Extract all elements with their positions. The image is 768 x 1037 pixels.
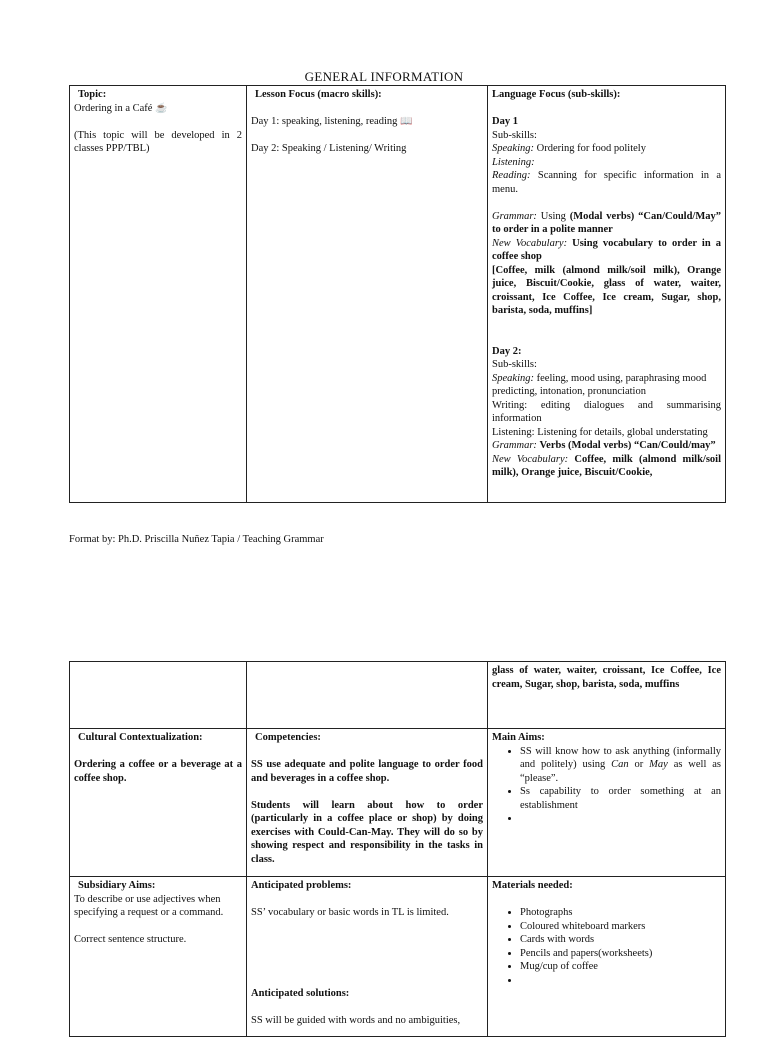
topic-cell xyxy=(70,86,247,503)
cultural-cell xyxy=(70,729,247,877)
list-item: • Photographs xyxy=(520,906,721,920)
main-aims-header: Main Aims: xyxy=(492,732,545,743)
aims-table xyxy=(69,661,726,1037)
page-title: GENERAL INFORMATION xyxy=(304,69,464,84)
format-credit: Format by: Ph.D. Priscilla Nuñez Tapia / Teaching Grammar xyxy=(69,534,324,545)
competencies-header: Competencies: xyxy=(255,732,321,743)
main-aims-list xyxy=(492,745,721,826)
problems-cell xyxy=(247,877,488,1037)
problems-header: Anticipated problems: xyxy=(251,880,352,891)
day1-grammar-text: (Modal verbs) “Can/Could/May” to order in a polite manner xyxy=(492,210,722,235)
list-item: • Mug/cup of coffee xyxy=(520,960,721,974)
book-icon: 📖 xyxy=(400,116,413,127)
general-info-table xyxy=(69,85,726,503)
day2-label: Day 2: xyxy=(492,345,522,357)
subsidiary-p1: To describe or use adjectives when specifying a request or a command. xyxy=(74,893,224,918)
list-item: • Pencils and papers(worksheets) xyxy=(520,947,721,961)
day1-speaking-label: Speaking: xyxy=(492,143,534,154)
coffee-cup-icon: ☕ xyxy=(155,102,168,114)
list-item: • SS will know how to ask anything (informally and politely) using Can or May as well as “please”. xyxy=(520,745,721,786)
day1-label: Day 1 xyxy=(492,116,518,127)
cultural-header: Cultural Contextualization: xyxy=(78,732,203,743)
lesson-focus-day1: Day 1: speaking, listening, reading xyxy=(251,116,398,127)
day2-writing: Writing: editing dialogues and summarising information xyxy=(492,399,721,424)
day1-vocab-list: [Coffee, milk (almond milk/soil milk), Orange juice, Biscuit/Cookie, glass of water, waiter, croissant, Ice Coffee, Ice cream, Sugar, shop, barista, soda, muffins] xyxy=(492,264,721,316)
day2-listening: Listening: Listening for details, global understating xyxy=(492,426,708,438)
day1-grammar-label: Grammar: xyxy=(492,210,537,222)
day2-vocab-text: Coffee, milk (almond milk/soil milk), Orange juice, Biscuit/Cookie, xyxy=(492,453,722,478)
language-focus-header: Language Focus (sub-skills): xyxy=(492,89,621,100)
day2-subskills: Sub-skills: xyxy=(492,359,537,370)
day1-vocab-label: New Vocabulary: xyxy=(492,237,568,249)
list-item-empty xyxy=(520,974,721,988)
language-focus-cell xyxy=(488,86,726,503)
materials-cell xyxy=(488,877,726,1037)
day1-vocab-text: Using vocabulary to order in a coffee shop xyxy=(492,237,721,262)
competencies-cell xyxy=(247,729,488,877)
day2-grammar-label: Grammar: xyxy=(492,440,537,451)
cultural-text: Ordering a coffee or a beverage at a coffee shop. xyxy=(74,759,242,784)
lesson-focus-cell xyxy=(247,86,488,503)
day2-speaking-label: Speaking: xyxy=(492,372,534,384)
day2-grammar-text: Verbs (Modal verbs) “Can/Could/may” xyxy=(539,440,716,451)
vocab-continued-cell xyxy=(488,662,726,729)
topic-text: Ordering in a Café xyxy=(74,102,153,114)
day1-listening-label: Listening: xyxy=(492,156,535,168)
empty-cell-2 xyxy=(247,662,488,729)
subsidiary-cell xyxy=(70,877,247,1037)
problems-text: SS’ vocabulary or basic words in TL is limited. xyxy=(251,907,449,918)
day1-reading-text: Scanning for specific information in a menu. xyxy=(492,170,721,195)
subsidiary-header: Subsidiary Aims: xyxy=(78,880,156,891)
main-aims-cell xyxy=(488,729,726,877)
materials-list xyxy=(492,906,721,987)
list-item-empty xyxy=(520,812,721,826)
topic-header: Topic: xyxy=(78,89,107,100)
competencies-p1: SS use adequate and polite language to order food and beverages in a coffee shop. xyxy=(251,759,483,784)
materials-header: Materials needed: xyxy=(492,880,573,891)
solutions-text: SS will be guided with words and no ambiguities, xyxy=(251,1015,461,1026)
solutions-header: Anticipated solutions: xyxy=(251,988,350,999)
list-item: • Coloured whiteboard markers xyxy=(520,920,721,934)
list-item: • Cards with words xyxy=(520,933,721,947)
day2-speaking-text: feeling, mood using, paraphrasing mood predicting, intonation, pronunciation xyxy=(492,372,707,397)
lesson-focus-header: Lesson Focus (macro skills): xyxy=(255,89,382,100)
competencies-p2: Students will learn about how to order (particularly in a coffee place or shop) by doing exercises with Could-Can-May. They will do so by showing respect and responsibility in the tasks in class. xyxy=(251,799,483,865)
day2-vocab-label: New Vocabulary: xyxy=(492,453,569,465)
day1-subskills: Sub-skills: xyxy=(492,129,537,141)
day1-grammar-using: Using xyxy=(540,210,566,222)
topic-note: (This topic will be developed in 2 classes PPP/TBL) xyxy=(74,129,242,154)
subsidiary-p2: Correct sentence structure. xyxy=(74,934,187,945)
day1-reading-label: Reading: xyxy=(492,170,531,181)
lesson-focus-day2: Day 2: Speaking / Listening/ Writing xyxy=(251,143,407,154)
list-item: • Ss capability to order something at an establishment xyxy=(520,785,721,812)
vocab-continued: glass of water, waiter, croissant, Ice Coffee, Ice cream, Sugar, shop, barista, soda, muffins xyxy=(492,665,721,690)
empty-cell-1 xyxy=(70,662,247,729)
day1-speaking-text: Ordering for food politely xyxy=(536,143,646,154)
